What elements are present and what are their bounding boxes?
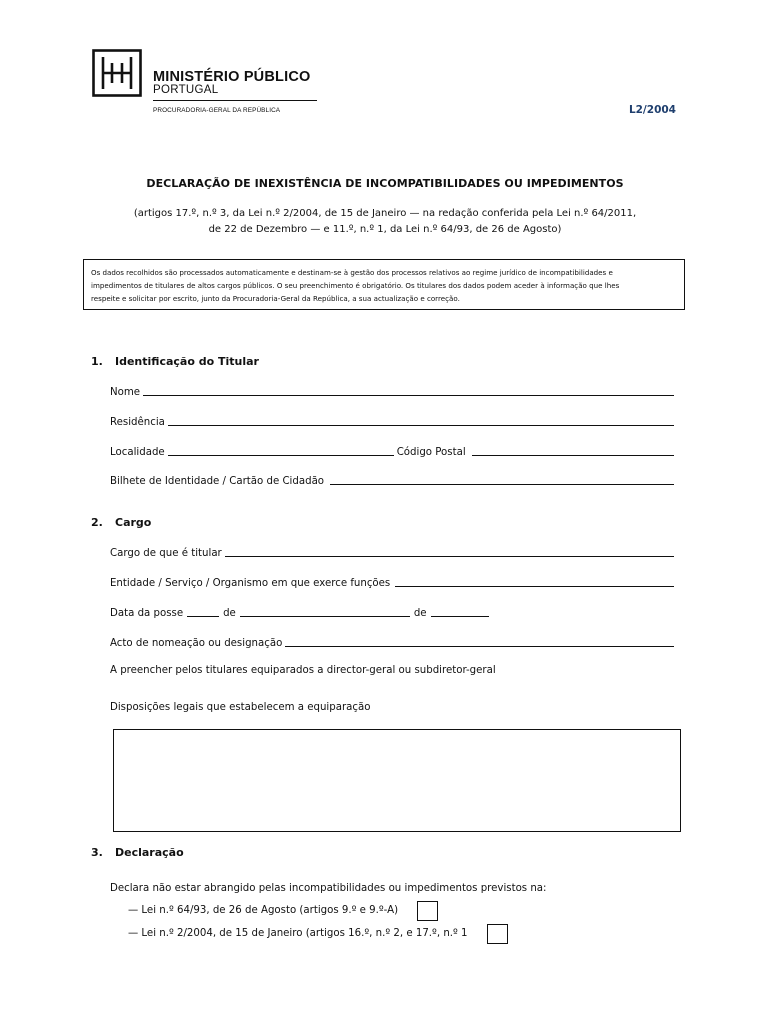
legal-provisions-textarea[interactable] — [113, 729, 681, 832]
section-2-title: Cargo — [115, 516, 152, 529]
section-3-title: Declaração — [115, 846, 184, 859]
date-label: Data da posse — [110, 608, 184, 619]
inauguration-date-field[interactable] — [110, 606, 489, 619]
section-1-number: 1. — [91, 355, 103, 368]
org-department: PROCURADORIA-GERAL DA REPÚBLICA — [153, 107, 281, 114]
postal-code-label: Código Postal — [396, 447, 466, 458]
name-field[interactable] — [110, 385, 674, 398]
law-option-2-label: — Lei n.º 2/2004, de 15 de Janeiro (artigos 16.º, n.º 2, e 17.º, n.º 1 — [128, 928, 468, 939]
date-de-1: de — [223, 608, 236, 619]
notice-line-3: respeite e solicitar por escrito, junto da Procuradoria-Geral da República, a sua actualização e correção. — [91, 294, 460, 303]
appointment-label: Acto de nomeação ou designação — [110, 638, 283, 649]
notice-line-2: impedimentos de titulares de altos cargos públicos. O seu preenchimento é obrigatório. Os titulares dos dados podem aceder à informação que lhes — [91, 281, 620, 290]
form-reference: L2/2004 — [628, 104, 676, 116]
law-option-2-checkbox[interactable] — [487, 924, 508, 944]
date-month-input-line[interactable] — [240, 606, 410, 617]
law-option-1-label: — Lei n.º 64/93, de 26 de Agosto (artigos 9.º e 9.º-A) — [128, 905, 399, 916]
postal-code-input-line[interactable] — [472, 445, 674, 456]
name-input-line[interactable] — [143, 385, 674, 396]
declaration-intro: Declara não estar abrangido pelas incompatibilidades ou impedimentos previstos na: — [110, 883, 547, 894]
entity-field[interactable] — [110, 576, 674, 589]
entity-label: Entidade / Serviço / Organismo em que exerce funções — [110, 578, 391, 589]
id-card-label: Bilhete de Identidade / Cartão de Cidadão — [110, 476, 325, 487]
entity-input-line[interactable] — [395, 576, 674, 587]
equivalence-note: A preencher pelos titulares equiparados a director-geral ou subdiretor-geral — [110, 665, 496, 676]
org-country: PORTUGAL — [153, 84, 219, 96]
date-year-input-line[interactable] — [431, 606, 489, 617]
data-protection-notice — [83, 259, 685, 310]
subtitle-line-2: de 22 de Dezembro — e 11.º, n.º 1, da Lei n.º 64/93, de 26 de Agosto) — [208, 224, 562, 235]
residence-input-line[interactable] — [168, 415, 674, 426]
id-card-field[interactable] — [110, 474, 674, 487]
law-option-1-checkbox[interactable] — [417, 901, 438, 921]
position-field[interactable] — [110, 546, 674, 559]
residence-field[interactable] — [110, 415, 674, 428]
subtitle-line-1: (artigos 17.º, n.º 3, da Lei n.º 2/2004, de 15 de Janeiro — na redação conferida pela Lei n.º 64/2011, — [133, 208, 637, 219]
org-name: MINISTÉRIO PÚBLICO — [153, 69, 311, 85]
appointment-field[interactable] — [110, 636, 674, 649]
residence-label: Residência — [110, 417, 165, 428]
brand-divider — [153, 100, 317, 101]
appointment-input-line[interactable] — [285, 636, 674, 647]
locality-input-line[interactable] — [168, 445, 394, 456]
position-label: Cargo de que é titular — [110, 548, 222, 559]
name-label: Nome — [110, 387, 141, 398]
id-card-input-line[interactable] — [330, 474, 674, 485]
document-subtitle — [60, 206, 710, 238]
legal-provisions-label: Disposições legais que estabelecem a equiparação — [110, 702, 371, 713]
section-1-title: Identificação do Titular — [115, 355, 259, 368]
notice-line-1: Os dados recolhidos são processados automaticamente e destinam-se à gestão dos processos relativos ao regime jurídico de incompatibilidades e — [91, 268, 613, 277]
section-3-number: 3. — [91, 846, 103, 859]
locality-postal-field[interactable] — [110, 445, 674, 458]
section-2-number: 2. — [91, 516, 103, 529]
position-input-line[interactable] — [225, 546, 674, 557]
ministerio-publico-logo-icon — [92, 49, 142, 97]
document-title: DECLARAÇÃO DE INEXISTÊNCIA DE INCOMPATIBILIDADES OU IMPEDIMENTOS — [146, 177, 624, 190]
date-day-input-line[interactable] — [187, 606, 219, 617]
locality-label: Localidade — [110, 447, 165, 458]
date-de-2: de — [413, 608, 427, 619]
